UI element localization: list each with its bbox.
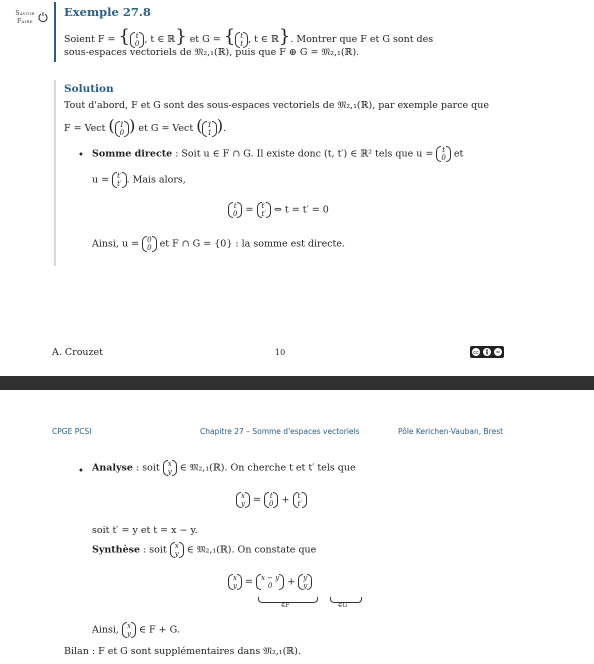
vector: t′ t′ [293,492,307,508]
svg-text:=: = [495,350,501,356]
example-bar [54,2,56,62]
vector: t 0 [436,146,450,162]
underbrace-F-label: ∈F [281,602,290,609]
analyse-line: Analyse : soit x y ∈ 𝔐₂,₁(ℝ). On cherche t et t′ tels que [92,460,356,476]
vector: x y [122,622,136,638]
solution-line-1: Tout d'abord, F et G sont des sous-espaces vectoriels de 𝔐₂,₁(ℝ), par exemple parce que [64,100,489,111]
text: Soient F = [64,34,116,45]
solution-line-2: F = Vect ( 1 0 ) et G = Vect ( 1 1 ). [64,116,227,137]
soit-line: soit t′ = y et t = x − y. [92,525,198,536]
equation-2: x y = t 0 + t′ t′ [236,492,307,508]
creative-commons-icon [470,346,504,358]
vector: t t [235,32,248,48]
vector: x y [170,542,184,558]
footer-author: A. Crouzet [52,347,103,358]
bullet-line-2: u = t′ t′ . Mais alors, [92,172,186,188]
underbrace-G-label: ∈G [338,602,348,609]
synthese-line: Synthèse : soit x y ∈ 𝔐₂,₁(ℝ). On constate que [92,542,317,558]
footer-page-number: 10 [275,348,286,357]
equation-3: x y = x − y 0 + y y [228,574,312,590]
vector: t 0 [130,32,144,48]
vector: x y [163,460,177,476]
vector: t′ t′ [112,172,126,188]
vector: 0 0 [142,236,156,252]
text: et G = [189,34,221,45]
page-separator [0,376,594,390]
bilan-line: Bilan : F et G sont supplémentaires dans 𝔐₂,₁(ℝ). [64,646,301,657]
vector: x y [236,492,250,508]
bullet-somme-directe: Somme directe : Soit u ∈ F ∩ G. Il existe donc (t, t′) ∈ ℝ² tels que u = t 0 et [92,146,464,162]
ainsi-line-2: Ainsi, x y ∈ F + G. [92,622,180,638]
solution-title: Solution [64,83,114,95]
text: . Montrer que F et G sont des [290,34,434,45]
statement-line-2: sous-espaces vectoriels de 𝔐₂,₁(ℝ), puis que F ⊕ G = 𝔐₂,₁(ℝ). [64,47,360,58]
solution-bar [54,80,56,266]
vector: x y [228,574,242,590]
header-left: CPGE PCSI [52,427,92,436]
vector: 1 0 [115,121,129,137]
power-icon [37,11,49,23]
header-center: Chapitre 27 – Somme d'espaces vectoriels [200,427,360,436]
text: , t ∈ ℝ [144,34,176,45]
statement-line-1: Soient F = { t 0 , t ∈ ℝ} et G = { t t , t ∈ ℝ}. Montrer que F et G sont des [64,26,434,48]
example-title: Exemple 27.8 [64,5,151,19]
ainsi-line-1: Ainsi, u = 0 0 et F ∩ G = {0} : la somme est directe. [92,236,345,252]
bullet-dot: • [78,466,84,477]
vector: y y [298,574,312,590]
margin-label-line1: Savoir [15,10,35,17]
equation-1: t 0 = t′ t′ ⇔ t = t′ = 0 [228,202,329,218]
svg-text:cc: cc [473,350,479,356]
vector: t′ t′ [257,202,271,218]
margin-label-line2: Faire [16,18,34,25]
text: , t ∈ ℝ [248,34,279,45]
vector: t 0 [228,202,242,218]
page-2 [0,390,594,664]
vector: x − y 0 [256,574,284,590]
bullet-dot: • [78,150,84,161]
header-right: Pôle Kerichen-Vauban, Brest [398,427,504,436]
vector: t 0 [264,492,278,508]
vector: 1 1 [202,121,216,137]
